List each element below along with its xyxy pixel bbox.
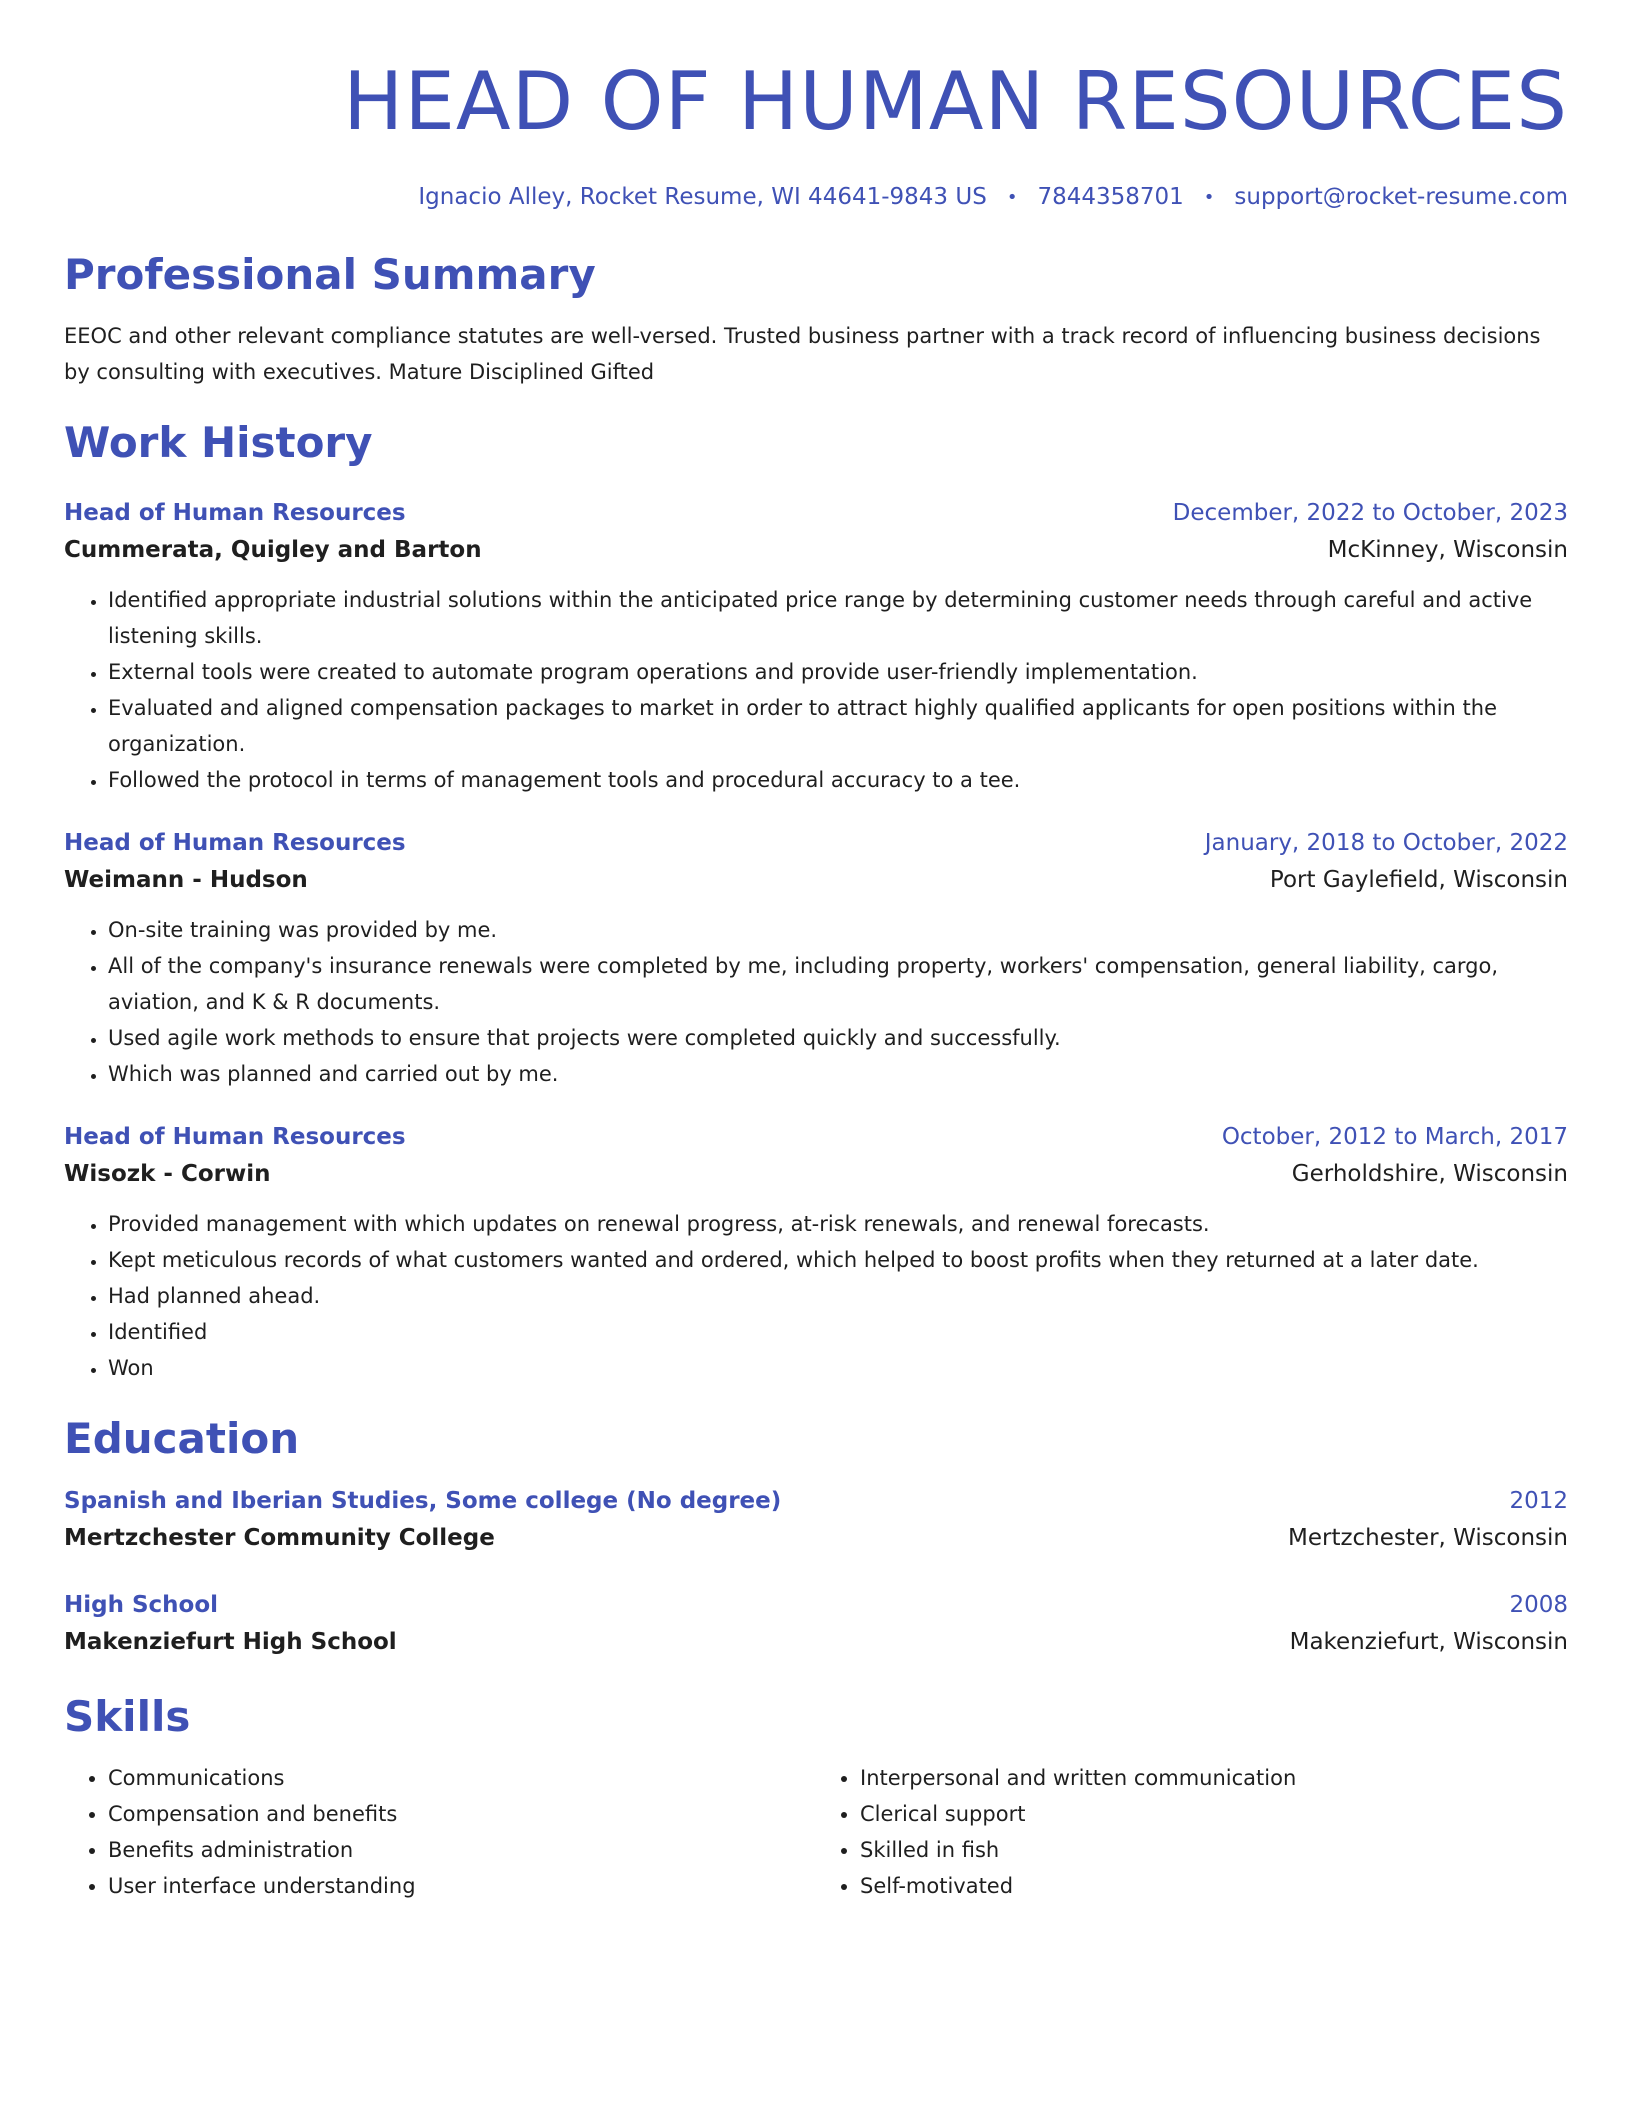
work-history-section <box>64 418 1568 1386</box>
job-bullets <box>64 1206 1568 1386</box>
work-history-heading: Work History <box>64 418 373 467</box>
skill-item: • User interface understanding <box>108 1868 816 1904</box>
job-location: McKinney, Wisconsin <box>1327 537 1568 563</box>
resume-header <box>64 0 1568 210</box>
education-section <box>64 1414 1568 1662</box>
contact-email: support@rocket-resume.com <box>1234 184 1568 210</box>
skills-list-right <box>816 1760 1568 1904</box>
summary-section <box>64 250 1568 390</box>
list-item: • Identified <box>108 1314 1568 1350</box>
skill-item: • Clerical support <box>860 1796 1568 1832</box>
list-item: • On-site training was provided by me. <box>108 912 1568 948</box>
job-company: Cummerata, Quigley and Barton <box>64 537 482 563</box>
list-item: • Provided management with which updates on renewal progress, at-risk renewals, and renewal forecasts. <box>108 1206 1568 1242</box>
list-item: • Had planned ahead. <box>108 1278 1568 1314</box>
education-entry <box>64 1484 1568 1558</box>
job-company: Wisozk - Corwin <box>64 1161 271 1187</box>
list-item: • Followed the protocol in terms of management tools and procedural accuracy to a tee. <box>108 762 1568 798</box>
summary-text: EEOC and other relevant compliance statutes are well-versed. Trusted business partner with a track record of influencing business decisions by consulting with executives. Mature Disciplined Gifted <box>64 324 1541 384</box>
contact-phone: 7844358701 <box>1037 184 1184 210</box>
education-entry <box>64 1588 1568 1662</box>
job-bullets <box>64 912 1568 1092</box>
list-item: • Used agile work methods to ensure that projects were completed quickly and successfully. <box>108 1020 1568 1056</box>
job-role: Head of Human Resources <box>64 500 406 526</box>
education-year: 2012 <box>1509 1488 1568 1514</box>
education-degree: Spanish and Iberian Studies, Some college (No degree) <box>64 1488 782 1514</box>
list-item: • Evaluated and aligned compensation packages to market in order to attract highly qualified applicants for open positions within the organization. <box>108 690 1568 762</box>
skill-item: • Benefits administration <box>108 1832 816 1868</box>
education-degree: High School <box>64 1592 219 1618</box>
job-company: Weimann - Hudson <box>64 867 308 893</box>
job-role: Head of Human Resources <box>64 1124 406 1150</box>
job-role: Head of Human Resources <box>64 830 406 856</box>
skills-heading: Skills <box>64 1692 191 1741</box>
skills-section <box>64 1692 1568 1904</box>
job-dates: December, 2022 to October, 2023 <box>1172 500 1568 526</box>
education-school: Makenziefurt High School <box>64 1629 397 1655</box>
skill-item: • Compensation and benefits <box>108 1796 816 1832</box>
education-location: Mertzchester, Wisconsin <box>1288 1525 1568 1551</box>
list-item: • Identified appropriate industrial solutions within the anticipated price range by determining customer needs through careful and active listening skills. <box>108 582 1568 654</box>
list-item: • Won <box>108 1350 1568 1386</box>
resume-title: HEAD OF HUMAN RESOURCES <box>343 55 1568 148</box>
contact-separator: • <box>1006 186 1018 208</box>
contact-separator: • <box>1203 186 1215 208</box>
job-location: Port Gaylefield, Wisconsin <box>1269 867 1568 893</box>
list-item: • Kept meticulous records of what customers wanted and ordered, which helped to boost profits when they returned at a later date. <box>108 1242 1568 1278</box>
list-item: • All of the company's insurance renewals were completed by me, including property, workers' compensation, general liability, cargo, aviation, and K & R documents. <box>108 948 1568 1020</box>
job-bullets <box>64 582 1568 798</box>
education-year: 2008 <box>1509 1592 1568 1618</box>
skill-item: • Skilled in fish <box>860 1832 1568 1868</box>
job-dates: October, 2012 to March, 2017 <box>1221 1124 1568 1150</box>
summary-heading: Professional Summary <box>64 250 596 299</box>
contact-address: Ignacio Alley, Rocket Resume, WI 44641-9843 US <box>418 184 987 210</box>
contact-line <box>64 184 1568 210</box>
skill-item: • Communications <box>108 1760 816 1796</box>
job-entry <box>64 496 1568 798</box>
skills-grid <box>64 1760 1568 1904</box>
skill-item: • Self-motivated <box>860 1868 1568 1904</box>
job-entry <box>64 1120 1568 1386</box>
education-location: Makenziefurt, Wisconsin <box>1289 1629 1568 1655</box>
skill-item: • Interpersonal and written communication <box>860 1760 1568 1796</box>
education-heading: Education <box>64 1414 300 1463</box>
job-dates: January, 2018 to October, 2022 <box>1204 830 1568 856</box>
list-item: • Which was planned and carried out by me. <box>108 1056 1568 1092</box>
education-school: Mertzchester Community College <box>64 1525 495 1551</box>
job-location: Gerholdshire, Wisconsin <box>1291 1161 1568 1187</box>
list-item: • External tools were created to automate program operations and provide user-friendly implementation. <box>108 654 1568 690</box>
skills-list-left <box>64 1760 816 1904</box>
job-entry <box>64 826 1568 1092</box>
